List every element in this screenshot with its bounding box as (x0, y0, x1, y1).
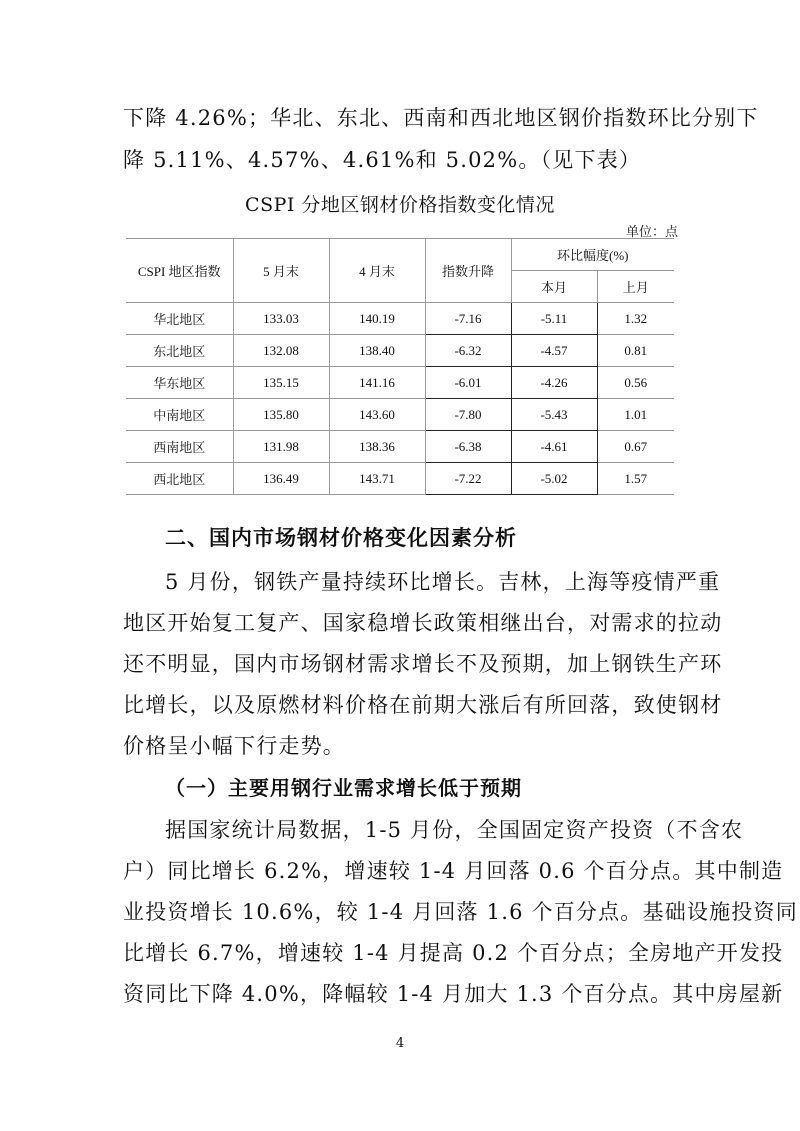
para1-line-5: 价格呈小幅下行走势。 (123, 734, 345, 758)
cell-last-month: 1.32 (597, 303, 674, 335)
cell-region: 中南地区 (126, 399, 233, 431)
header-may: 5 月末 (233, 239, 329, 303)
cell-region: 华北地区 (126, 303, 233, 335)
cell-last-month: 1.01 (597, 399, 674, 431)
cell-this-month: -5.43 (511, 399, 597, 431)
cell-this-month: -5.02 (511, 463, 597, 495)
cell-april: 143.71 (329, 463, 425, 495)
cell-change: -7.80 (425, 399, 511, 431)
cell-region: 华东地区 (126, 367, 233, 399)
cell-change: -7.16 (425, 303, 511, 335)
section-heading: 二、国内市场钢材价格变化因素分析 (165, 526, 517, 550)
table-row (126, 335, 674, 367)
cell-may: 136.49 (233, 463, 329, 495)
header-april: 4 月末 (329, 239, 425, 303)
cell-april: 143.60 (329, 399, 425, 431)
cell-this-month: -4.57 (511, 335, 597, 367)
header-region: CSPI 地区指数 (126, 239, 233, 303)
cell-last-month: 0.67 (597, 431, 674, 463)
cell-may: 135.80 (233, 399, 329, 431)
para1-line-3: 还不明显，国内市场钢材需求增长不及预期，加上钢铁生产环 (123, 652, 723, 676)
para2-line-5: 资同比下降 4.0%，降幅较 1-4 月加大 1.3 个百分点。其中房屋新 (123, 982, 784, 1006)
intro-line-2: 降 5.11%、4.57%、4.61%和 5.02%。（见下表） (123, 148, 642, 172)
para1-line-4: 比增长，以及原燃材料价格在前期大涨后有所回落，致使钢材 (123, 693, 723, 717)
cell-change: -6.32 (425, 335, 511, 367)
cell-april: 138.40 (329, 335, 425, 367)
cell-this-month: -5.11 (511, 303, 597, 335)
para2-line-3: 业投资增长 10.6%，较 1-4 月回落 1.6 个百分点。基础设施投资同 (123, 900, 798, 924)
cell-may: 135.15 (233, 367, 329, 399)
cell-last-month: 0.56 (597, 367, 674, 399)
para1-line-1: 5 月份，钢铁产量持续环比增长。吉林，上海等疫情严重 (165, 570, 721, 594)
para2-line-1: 据国家统计局数据，1-5 月份，全国固定资产投资（不含农 (165, 818, 744, 842)
cell-region: 西北地区 (126, 463, 233, 495)
table-row (126, 303, 674, 335)
table-row (126, 367, 674, 399)
cell-may: 131.98 (233, 431, 329, 463)
cell-this-month: -4.61 (511, 431, 597, 463)
header-change: 指数升降 (425, 239, 511, 303)
table-row (126, 399, 674, 431)
para2-line-2: 户）同比增长 6.2%，增速较 1-4 月回落 0.6 个百分点。其中制造 (123, 859, 784, 883)
para2-line-4: 比增长 6.7%，增速较 1-4 月提高 0.2 个百分点；全房地产开发投 (123, 941, 784, 965)
cell-region: 东北地区 (126, 335, 233, 367)
para1-line-2: 地区开始复工复产、国家稳增长政策相继出台，对需求的拉动 (123, 611, 723, 635)
intro-line-1: 下降 4.26%；华北、东北、西南和西北地区钢价指数环比分别下 (123, 106, 759, 130)
cell-may: 133.03 (233, 303, 329, 335)
cell-this-month: -4.26 (511, 367, 597, 399)
cell-change: -7.22 (425, 463, 511, 495)
cell-change: -6.38 (425, 431, 511, 463)
table-unit: 单位：点 (625, 225, 678, 240)
cell-may: 132.08 (233, 335, 329, 367)
header-this-month: 本月 (511, 271, 597, 303)
page-number: 4 (395, 1036, 405, 1051)
cspi-region-table (126, 238, 674, 495)
table-title: CSPI 分地区钢材价格指数变化情况 (245, 194, 555, 216)
cell-last-month: 1.57 (597, 463, 674, 495)
subsection-heading: （一）主要用钢行业需求增长低于预期 (165, 776, 522, 800)
table-row (126, 431, 674, 463)
cell-change: -6.01 (425, 367, 511, 399)
cell-region: 西南地区 (126, 431, 233, 463)
cell-april: 141.16 (329, 367, 425, 399)
cell-april: 140.19 (329, 303, 425, 335)
header-last-month: 上月 (597, 271, 674, 303)
table-header-row (126, 239, 674, 271)
table-row (126, 463, 674, 495)
cell-april: 138.36 (329, 431, 425, 463)
header-mom-group: 环比幅度(%) (511, 239, 674, 271)
cell-last-month: 0.81 (597, 335, 674, 367)
